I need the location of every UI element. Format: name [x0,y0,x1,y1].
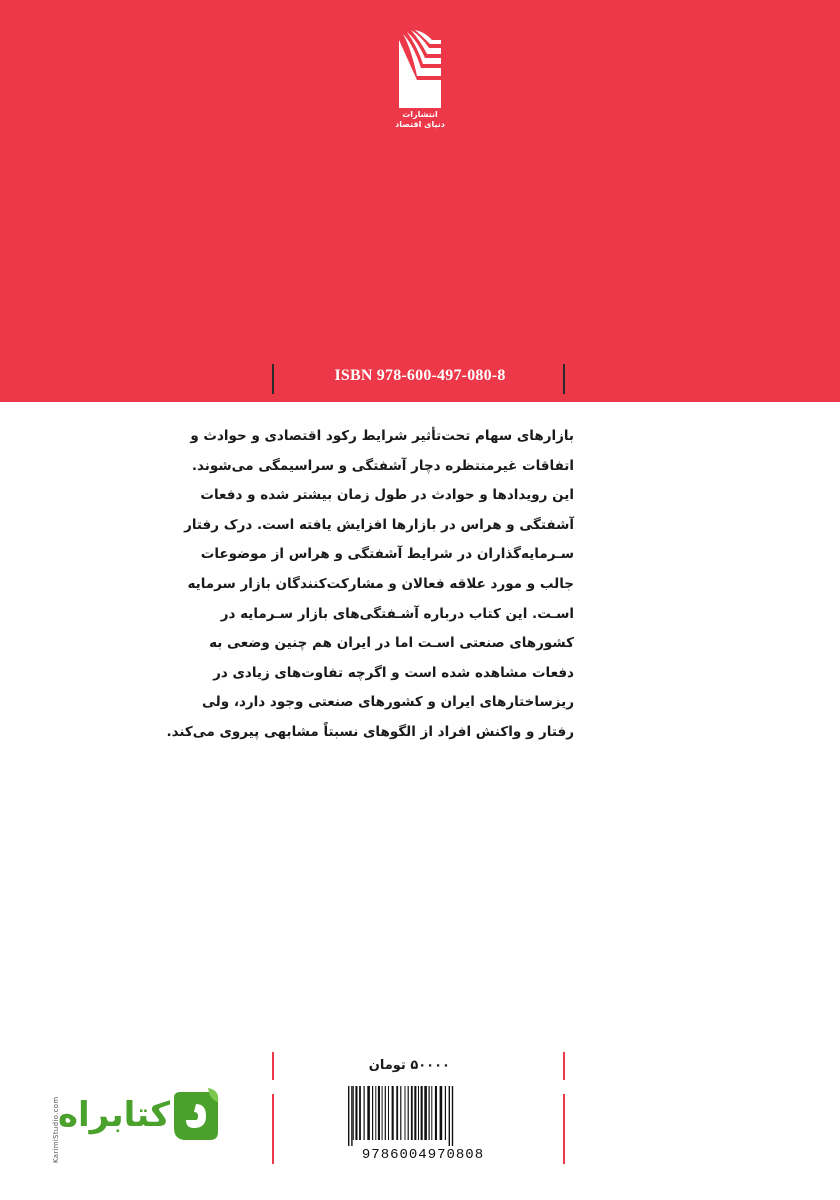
store-logo [40,1085,220,1165]
description-line: ریزساختارهای ایران و کشورهای صنعتی وجود دارد، ولی [202,694,574,711]
isbn-right-tick [563,364,565,394]
description-line: بازارهای سهام تحت‌تأثیر شرایط رکود اقتصادی و حوادث و [190,428,574,444]
publisher-logo [395,30,445,132]
isbn-label: ISBN 978-600-497-080-8 [334,367,506,384]
description-line: رفتار و واکنش افراد از الگوهای نسبتاً مشابهی پیروی می‌کند. [166,723,574,740]
price-label: ۵۰۰۰۰ تومان [368,1058,450,1073]
open-book-pages-icon [397,30,443,108]
description-line: سـرمایه‌گذاران در شرایط آشفتگی و هراس از موضوعات [200,546,574,563]
book-description [166,422,574,748]
barcode-bars [346,1086,500,1146]
cover-red-panel [0,0,840,402]
description-line: این رویدادها و حوادث در طول زمان بیشتر شده و دفعات [200,487,574,504]
description-line: اسـت. این کتاب درباره آشـفتگی‌های بازار سـرمایه در [220,605,574,622]
description-line: آشفتگی و هراس در بازارها افزایش یافته است. درک رفتار [184,516,574,533]
barcode [336,1086,500,1148]
publisher-name: انتشارات دنیای اقتصاد [395,110,445,129]
green-book-leaf-icon [172,1088,220,1142]
price-left-tick [272,1052,274,1080]
description-line: دفعات مشاهده شده است و اگرچه تفاوت‌های زیادی در [213,664,574,681]
isbn-left-tick [272,364,274,394]
barcode-right-tick [563,1094,565,1164]
store-name: کتابراه [57,1095,170,1135]
description-line: جالب و مورد علاقه فعالان و مشارکت‌کنندگان بازار سرمایه [187,575,574,592]
description-line: کشورهای صنعتی اسـت اما در ایران هم چنین وضعی به [209,635,574,652]
barcode-left-tick [272,1094,274,1164]
store-website: KarimiStudio.com [52,1096,60,1163]
barcode-number: 9786004970808 [361,1147,485,1163]
price-right-tick [563,1052,565,1080]
description-line: اتفاقات غیرمنتظره دچار آشفتگی و سراسیمگی می‌شوند. [191,457,574,474]
